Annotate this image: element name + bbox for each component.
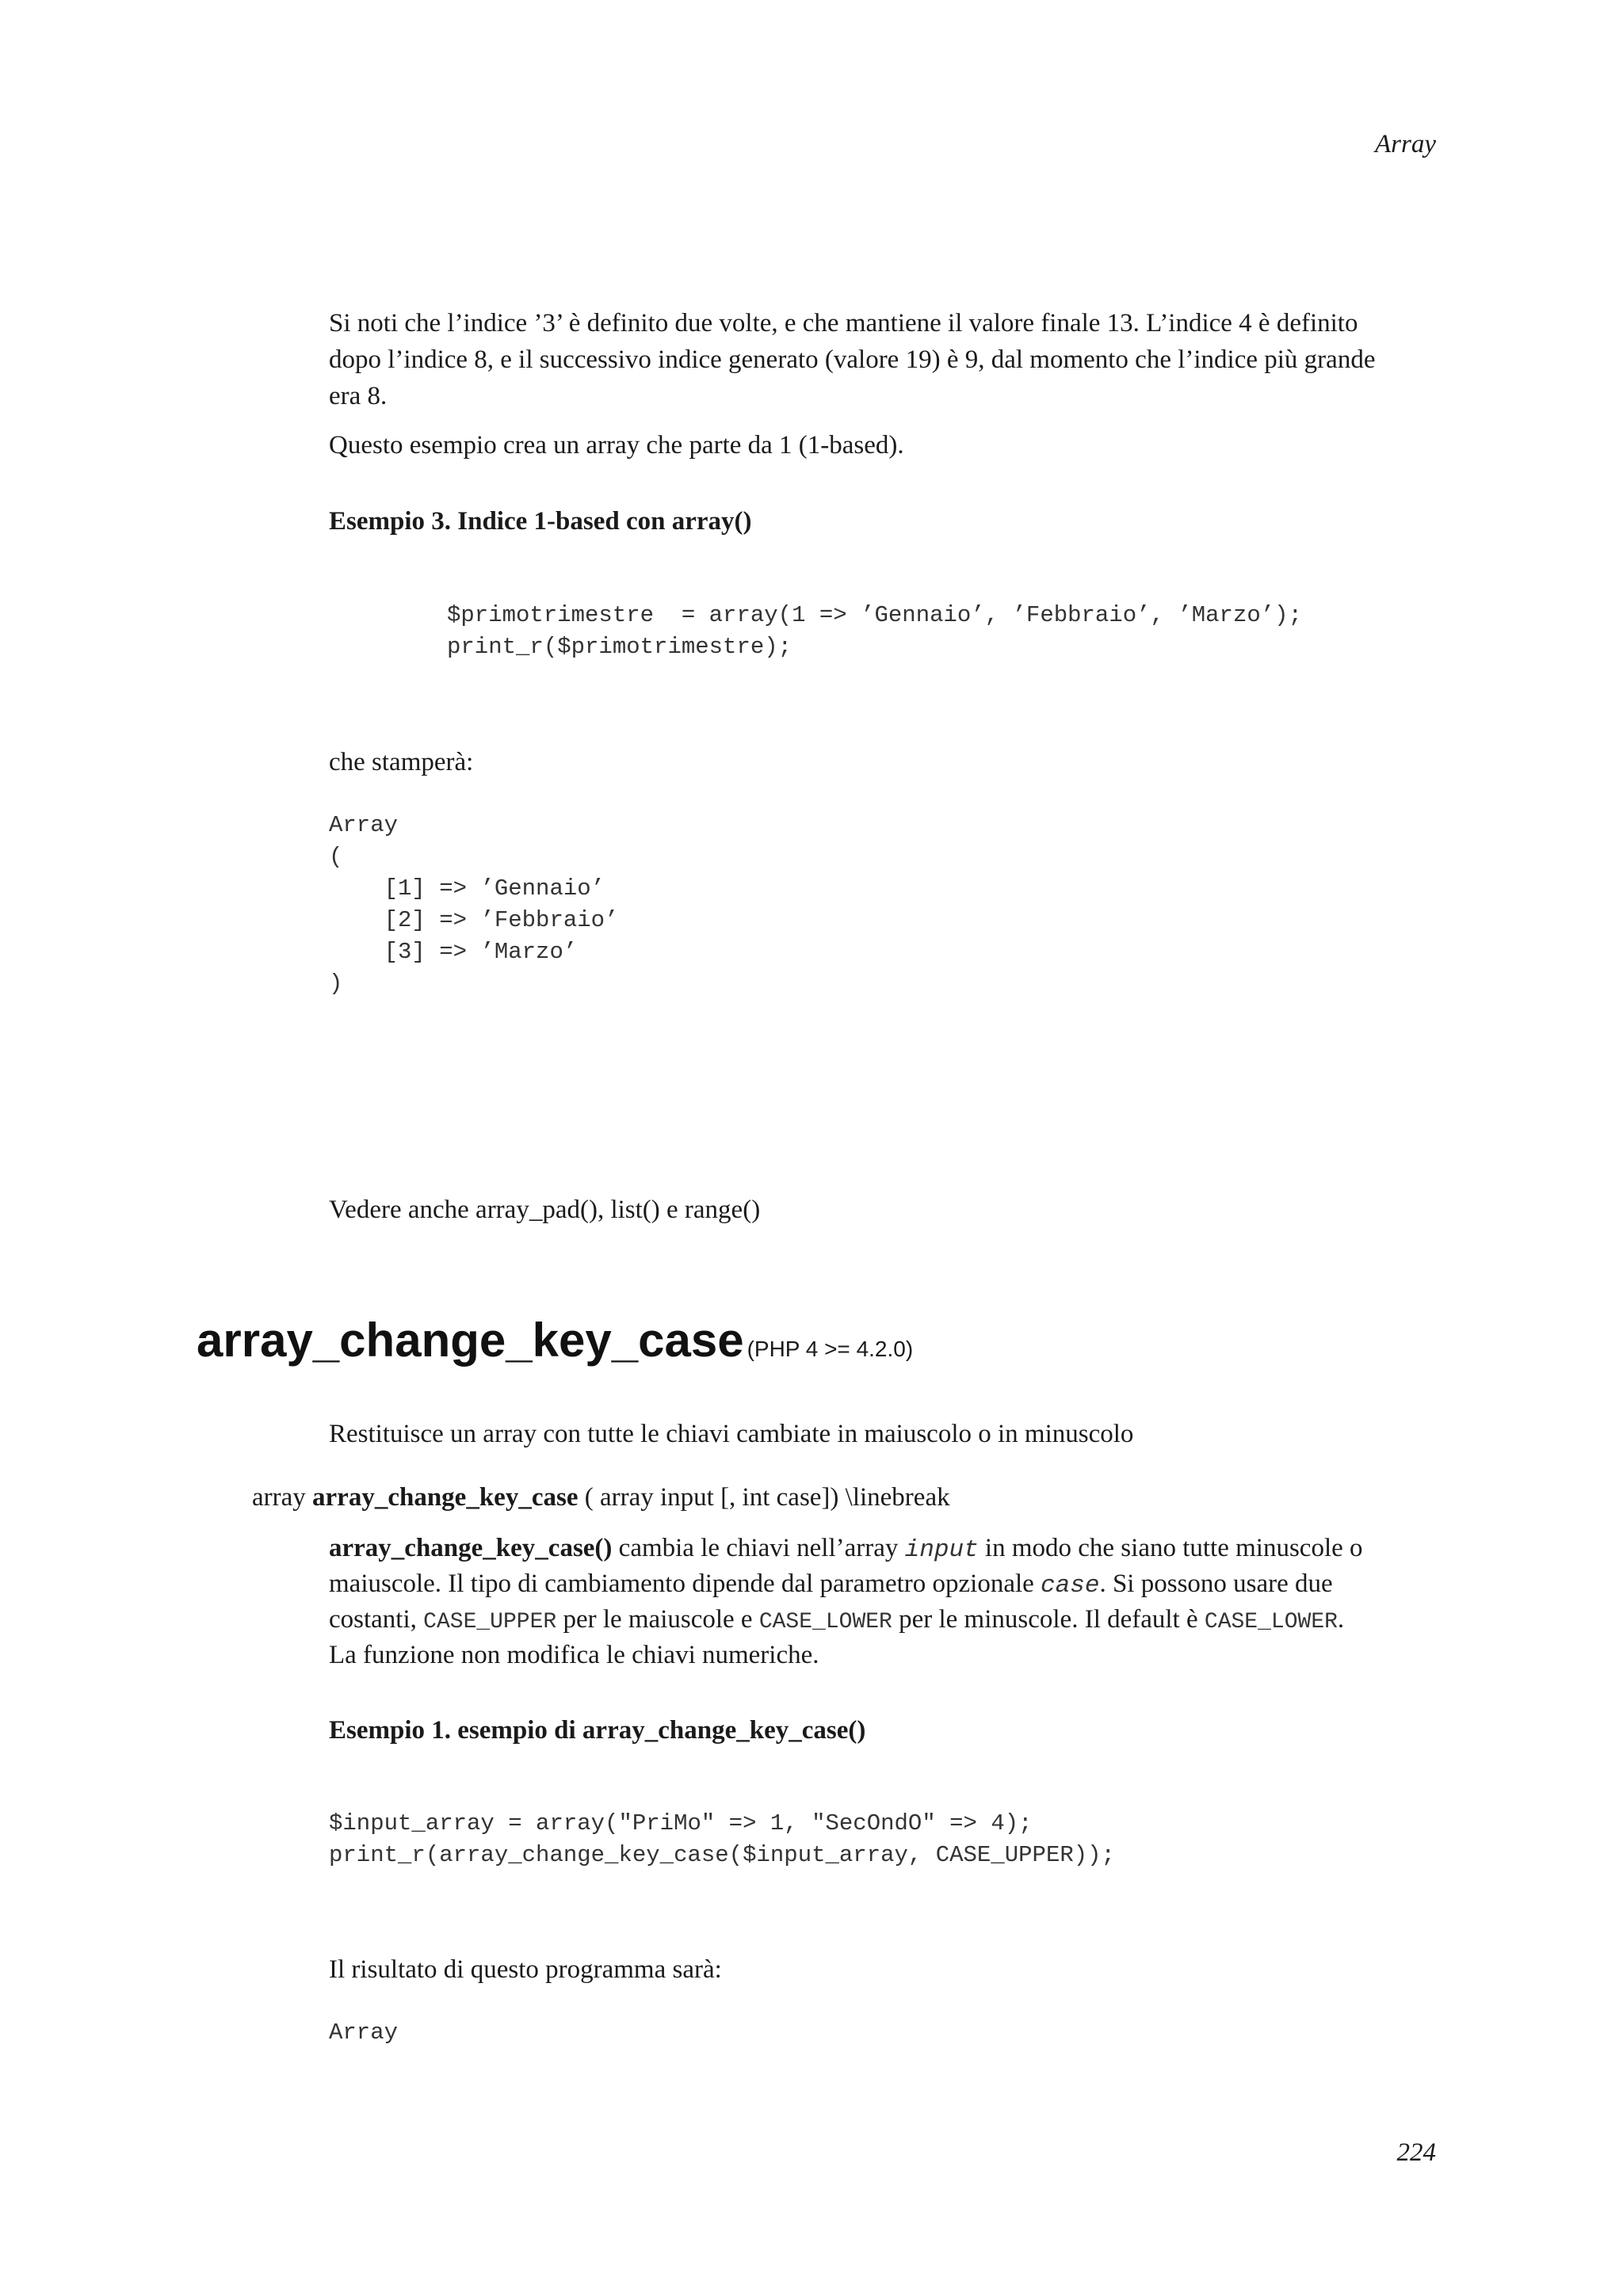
description-line-3 — [329, 1602, 1344, 1640]
example-3-output-intro: che stamperà: — [329, 748, 474, 776]
function-version: (PHP 4 >= 4.2.0) — [747, 1337, 914, 1361]
description-line-4: La funzione non modifica le chiavi numeriche. — [329, 1641, 819, 1669]
param-case: case — [1041, 1572, 1100, 1600]
signature-params: ( array input [, int case]) \linebreak — [578, 1483, 950, 1512]
example-3-output-line: ) — [329, 971, 343, 997]
description-text: maiuscole. Il tipo di cambiamento dipende dal parametro opzionale — [329, 1569, 1041, 1598]
example-3-output-line: ( — [329, 844, 343, 870]
description-text: per le minuscole. Il default è — [892, 1605, 1205, 1634]
description-text: costanti, — [329, 1605, 424, 1634]
intro-paragraph-line-2: dopo l’indice 8, e il successivo indice generato (valore 19) è 9, dal momento che l’indice più grande — [329, 345, 1376, 374]
description-line-1 — [329, 1531, 1363, 1568]
page-number: 224 — [1396, 2138, 1436, 2167]
function-purpose: Restituisce un array con tutte le chiavi cambiate in maiuscolo o in minuscolo — [329, 1420, 1134, 1448]
example-1-code-line-1: $input_array = array("PriMo" => 1, "SecOndO" => 4); — [329, 1810, 1033, 1836]
signature-return-type: array — [252, 1483, 313, 1512]
description-text: . — [1337, 1605, 1345, 1634]
example-3-code-line-1: $primotrimestre = array(1 => ’Gennaio’, ’Febbraio’, ’Marzo’); — [447, 602, 1302, 628]
signature-function-name: array_change_key_case — [312, 1483, 579, 1512]
example-1-output-line: Array — [329, 2019, 399, 2046]
function-signature — [252, 1480, 950, 1516]
example-3-output-line: [3] => ’Marzo’ — [329, 939, 578, 965]
example-3-output-line: Array — [329, 812, 399, 838]
example-3-title: Esempio 3. Indice 1-based con array() — [329, 507, 752, 536]
intro-paragraph-2: Questo esempio crea un array che parte da 1 (1-based). — [329, 431, 904, 460]
param-input: input — [904, 1536, 979, 1564]
example-3-output-line: [1] => ’Gennaio’ — [329, 875, 605, 902]
example-3-code-line-2: print_r($primotrimestre); — [447, 634, 792, 660]
description-text: cambia le chiavi nell’array — [612, 1534, 905, 1562]
constant-case-upper: CASE_UPPER — [423, 1610, 557, 1634]
function-heading — [197, 1312, 913, 1369]
description-text: . Si possono usare due — [1099, 1569, 1333, 1598]
example-1-code-line-2: print_r(array_change_key_case($input_array, CASE_UPPER)); — [329, 1842, 1115, 1868]
constant-case-lower: CASE_LOWER — [758, 1610, 892, 1634]
see-also: Vedere anche array_pad(), list() e range() — [329, 1196, 761, 1224]
function-name: array_change_key_case — [197, 1314, 744, 1367]
constant-case-lower-default: CASE_LOWER — [1204, 1610, 1338, 1634]
description-text: in modo che siano tutte minuscole o — [978, 1534, 1363, 1562]
description-text: per le maiuscole e — [556, 1605, 759, 1634]
example-3-output-line: [2] => ’Febbraio’ — [329, 907, 619, 933]
description-line-2 — [329, 1566, 1333, 1604]
description-function-ref: array_change_key_case() — [329, 1534, 613, 1562]
running-header: Array — [1375, 130, 1436, 158]
example-1-title: Esempio 1. esempio di array_change_key_case() — [329, 1716, 866, 1745]
intro-paragraph-line-1: Si noti che l’indice ’3’ è definito due volte, e che mantiene il valore finale 13. L’indice 4 è definito — [329, 309, 1358, 338]
example-1-result-intro: Il risultato di questo programma sarà: — [329, 1955, 722, 1984]
intro-paragraph-line-3: era 8. — [329, 382, 388, 410]
